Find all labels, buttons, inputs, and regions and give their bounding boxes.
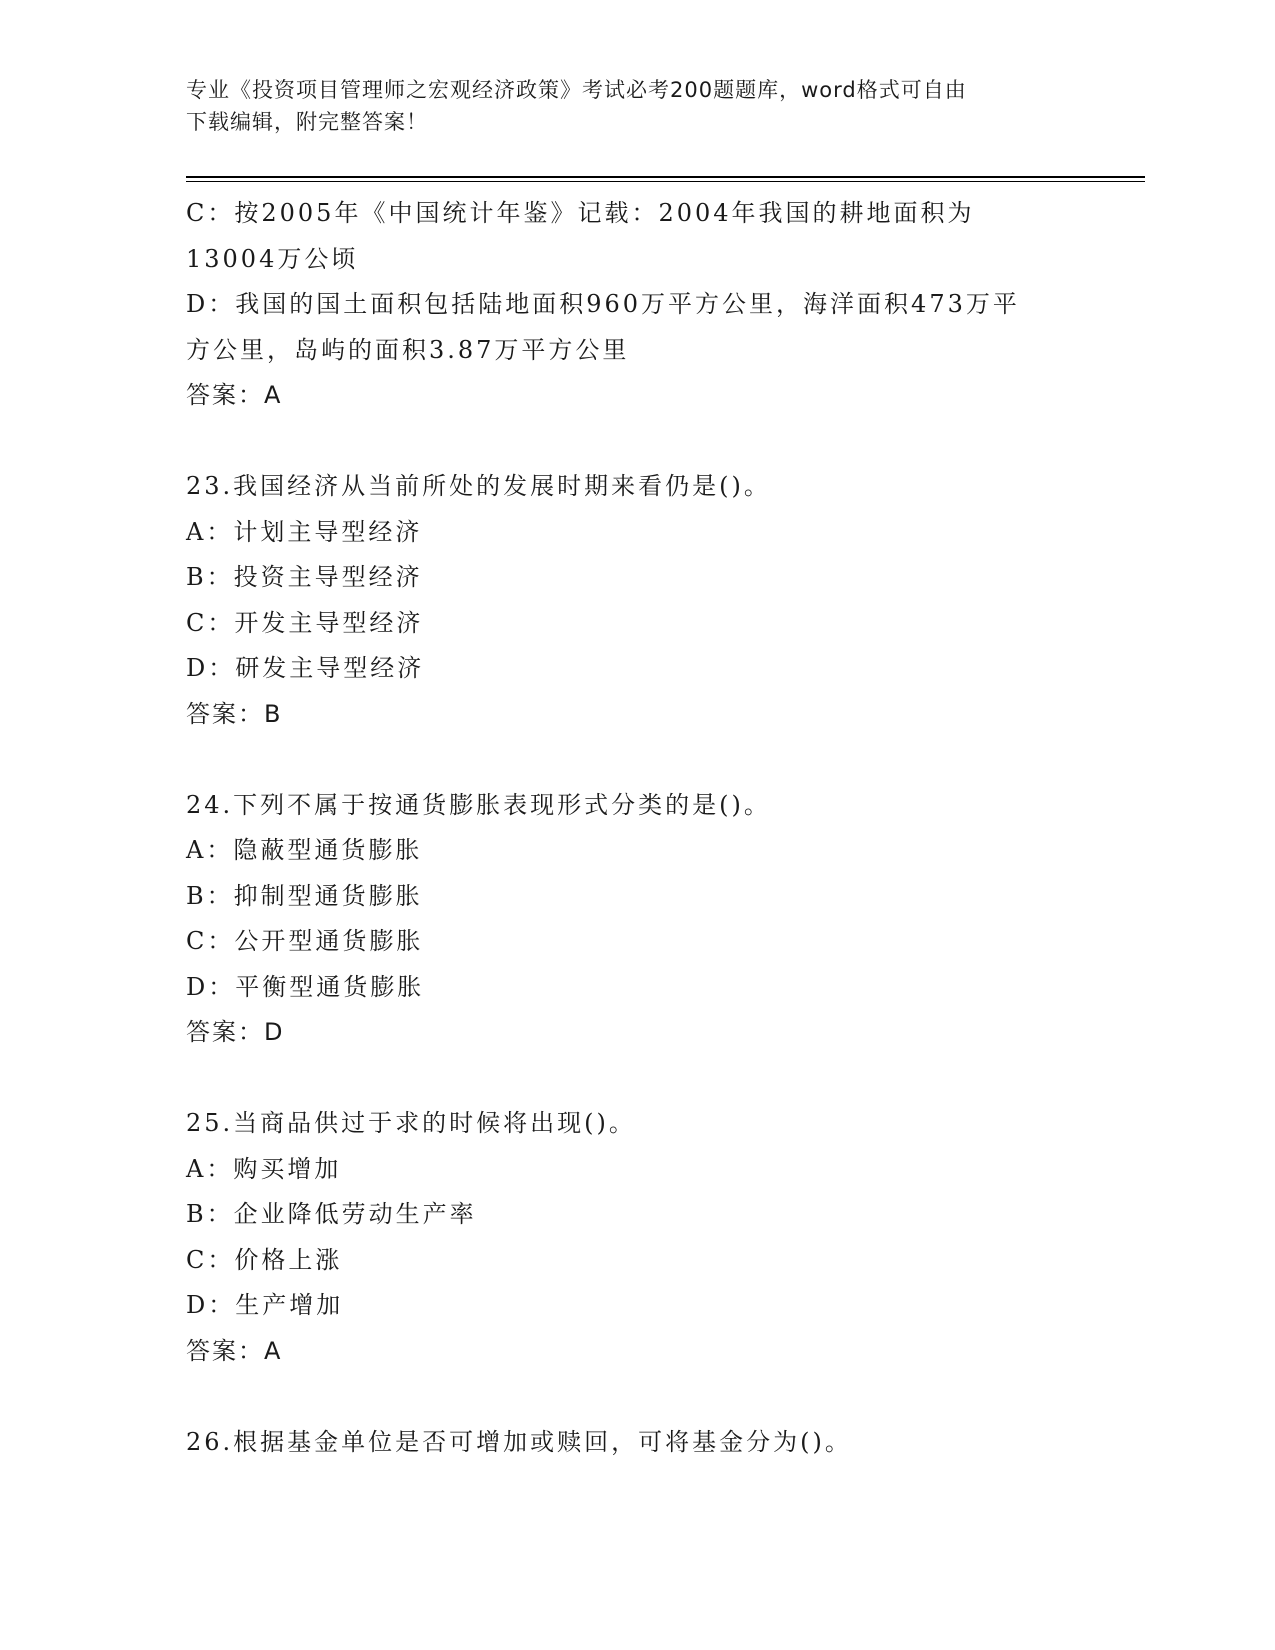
question-text: 23.我国经济从当前所处的发展时期来看仍是()。	[186, 472, 771, 500]
option-c-line-1: C：按2005年《中国统计年鉴》记载：2004年我国的耕地面积为	[186, 199, 975, 227]
question-23	[186, 464, 1086, 737]
answer-text: 答案：A	[186, 381, 283, 409]
document-header	[186, 74, 1086, 138]
question-content	[186, 191, 1086, 1465]
option-c: C：公开型通货膨胀	[186, 927, 424, 955]
option-d: D：平衡型通货膨胀	[186, 972, 425, 1001]
option-b: B：投资主导型经济	[186, 563, 423, 591]
option-a: A：购买增加	[186, 1154, 342, 1183]
spacer	[186, 1056, 1086, 1102]
option-b: B：抑制型通货膨胀	[186, 881, 423, 910]
question-text: 26.根据基金单位是否可增加或赎回，可将基金分为()。	[186, 1427, 852, 1456]
answer-text: 答案：D	[186, 1018, 285, 1046]
spacer	[186, 1374, 1086, 1420]
question-22-tail	[186, 191, 1086, 419]
question-26	[186, 1420, 1086, 1466]
answer-text: 答案：A	[186, 1336, 283, 1365]
option-d: D：研发主导型经济	[186, 654, 425, 682]
option-c: C：价格上涨	[186, 1245, 343, 1274]
option-b: B：企业降低劳动生产率	[186, 1200, 477, 1228]
question-text: 25.当商品供过于求的时候将出现()。	[186, 1109, 636, 1137]
question-text: 24.下列不属于按通货膨胀表现形式分类的是()。	[186, 790, 771, 819]
question-25	[186, 1101, 1086, 1374]
header-line-2: 下载编辑，附完整答案！	[186, 110, 428, 134]
header-divider-thick	[186, 176, 1145, 178]
option-c-line-2: 13004万公顷	[186, 244, 359, 273]
answer-text: 答案：B	[186, 699, 283, 728]
option-d: D：生产增加	[186, 1291, 344, 1319]
option-c: C：开发主导型经济	[186, 608, 424, 637]
header-divider-thin	[186, 181, 1145, 182]
header-line-1: 专业《投资项目管理师之宏观经济政策》考试必考200题题库，word格式可自由	[186, 78, 967, 102]
option-a: A：隐蔽型通货膨胀	[186, 836, 423, 864]
option-d-line-1: D：我国的国土面积包括陆地面积960万平方公里，海洋面积473万平	[186, 290, 1020, 318]
option-a: A：计划主导型经济	[186, 517, 423, 546]
option-d-line-2: 方公里，岛屿的面积3.87万平方公里	[186, 335, 630, 364]
spacer	[186, 737, 1086, 783]
spacer	[186, 419, 1086, 465]
question-24	[186, 783, 1086, 1056]
